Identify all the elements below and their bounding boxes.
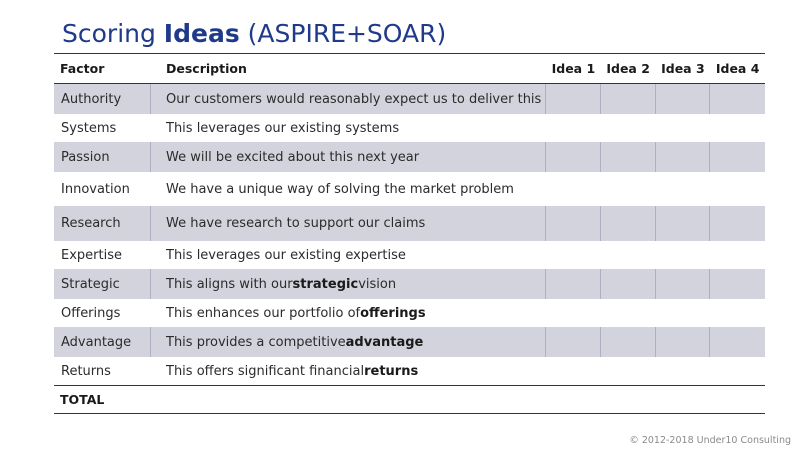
header-idea-1: Idea 1 [551,61,596,76]
table-row [54,172,765,206]
idea-4-score-cell[interactable] [710,299,765,327]
title-suffix: (ASPIRE+SOAR) [239,19,447,48]
factor-cell: Returns [61,363,111,379]
idea-4-score-cell[interactable] [710,142,765,172]
factor-cell: Innovation [61,181,130,197]
scoring-table [54,53,765,414]
idea-3-score-cell[interactable] [656,241,711,269]
idea-1-score-cell[interactable] [546,269,601,299]
idea-2-score-cell[interactable] [601,84,656,114]
table-row [54,206,765,241]
idea-3-score-cell[interactable] [656,84,711,114]
total-row [54,385,765,414]
idea-2-score-cell[interactable] [601,299,656,327]
idea-2-score-cell[interactable] [601,357,656,385]
idea-1-score-cell[interactable] [546,172,601,206]
idea-1-total-cell [546,386,601,413]
description-cell [151,299,546,327]
idea-3-score-cell[interactable] [656,206,711,241]
table-row [54,84,765,114]
desc-text: Our customers would reasonably expect us to deliver this [166,91,542,107]
table-row [54,357,765,385]
idea-2-total-cell [601,386,656,413]
idea-3-score-cell[interactable] [656,357,711,385]
factor-cell: Passion [54,142,151,172]
copyright-footer: © 2012-2018 Under10 Consulting [629,435,791,446]
description-cell [151,142,546,172]
factor-cell: Research [54,206,151,241]
header-idea-2: Idea 2 [606,61,650,76]
idea-4-score-cell[interactable] [710,172,765,206]
description-cell [151,172,546,206]
desc-text: We have a unique way of solving the market problem [166,181,514,197]
idea-3-score-cell[interactable] [656,299,711,327]
total-description-cell [151,386,546,413]
desc-text: This offers significant financial [166,363,365,379]
title-bold: Ideas [163,19,240,48]
idea-1-score-cell[interactable] [546,327,601,357]
idea-4-score-cell[interactable] [710,241,765,269]
factor-cell: Offerings [61,305,121,321]
title-prefix: Scoring [62,19,164,48]
idea-4-score-cell[interactable] [710,84,765,114]
desc-text: This leverages our existing expertise [166,247,406,263]
desc-text: We will be excited about this next year [166,149,420,165]
desc-text: This aligns with our [166,276,293,292]
table-row [54,241,765,269]
desc-emphasis: returns [364,363,419,379]
table-row [54,327,765,357]
idea-1-score-cell[interactable] [546,114,601,142]
idea-4-score-cell[interactable] [710,357,765,385]
table-row [54,269,765,299]
description-cell [151,241,546,269]
description-cell [151,206,546,241]
idea-4-score-cell[interactable] [710,206,765,241]
desc-emphasis: strategic [292,276,359,292]
description-cell [151,269,546,299]
idea-1-score-cell[interactable] [546,206,601,241]
header-description: Description [166,61,247,76]
description-cell [151,327,546,357]
idea-2-score-cell[interactable] [601,327,656,357]
idea-3-score-cell[interactable] [656,114,711,142]
idea-2-score-cell[interactable] [601,172,656,206]
idea-3-score-cell[interactable] [656,142,711,172]
idea-4-score-cell[interactable] [710,327,765,357]
idea-3-score-cell[interactable] [656,172,711,206]
factor-cell: Systems [61,120,117,136]
total-label: TOTAL [60,392,105,407]
factor-cell: Expertise [61,247,122,263]
desc-text: We have research to support our claims [166,216,426,231]
idea-1-score-cell[interactable] [546,142,601,172]
desc-text: This provides a competitive [166,334,346,350]
header-idea-4: Idea 4 [715,61,760,76]
factor-cell: Authority [54,84,151,114]
description-cell [151,114,546,142]
idea-2-score-cell[interactable] [601,142,656,172]
idea-2-score-cell[interactable] [601,114,656,142]
header-factor: Factor [60,61,105,76]
desc-text-end: vision [358,276,397,292]
idea-1-score-cell[interactable] [546,84,601,114]
desc-emphasis: offerings [360,305,426,321]
idea-1-score-cell[interactable] [546,299,601,327]
idea-3-score-cell[interactable] [656,327,711,357]
table-header-row [54,54,765,84]
idea-4-total-cell [710,386,765,413]
table-row [54,114,765,142]
idea-3-score-cell[interactable] [656,269,711,299]
description-cell [151,357,546,385]
table-row [54,142,765,172]
idea-4-score-cell[interactable] [710,114,765,142]
factor-cell: Advantage [54,327,151,357]
desc-text: This leverages our existing systems [166,120,400,136]
table-row [54,299,765,327]
idea-4-score-cell[interactable] [710,269,765,299]
factor-cell: Strategic [54,269,151,299]
desc-emphasis: advantage [345,334,424,350]
description-cell [151,84,546,114]
idea-3-total-cell [656,386,711,413]
idea-2-score-cell[interactable] [601,269,656,299]
idea-2-score-cell[interactable] [601,206,656,241]
idea-1-score-cell[interactable] [546,241,601,269]
idea-2-score-cell[interactable] [601,241,656,269]
desc-text: This enhances our portfolio of [166,305,361,321]
idea-1-score-cell[interactable] [546,357,601,385]
header-idea-3: Idea 3 [661,61,705,76]
page-title [62,19,446,48]
